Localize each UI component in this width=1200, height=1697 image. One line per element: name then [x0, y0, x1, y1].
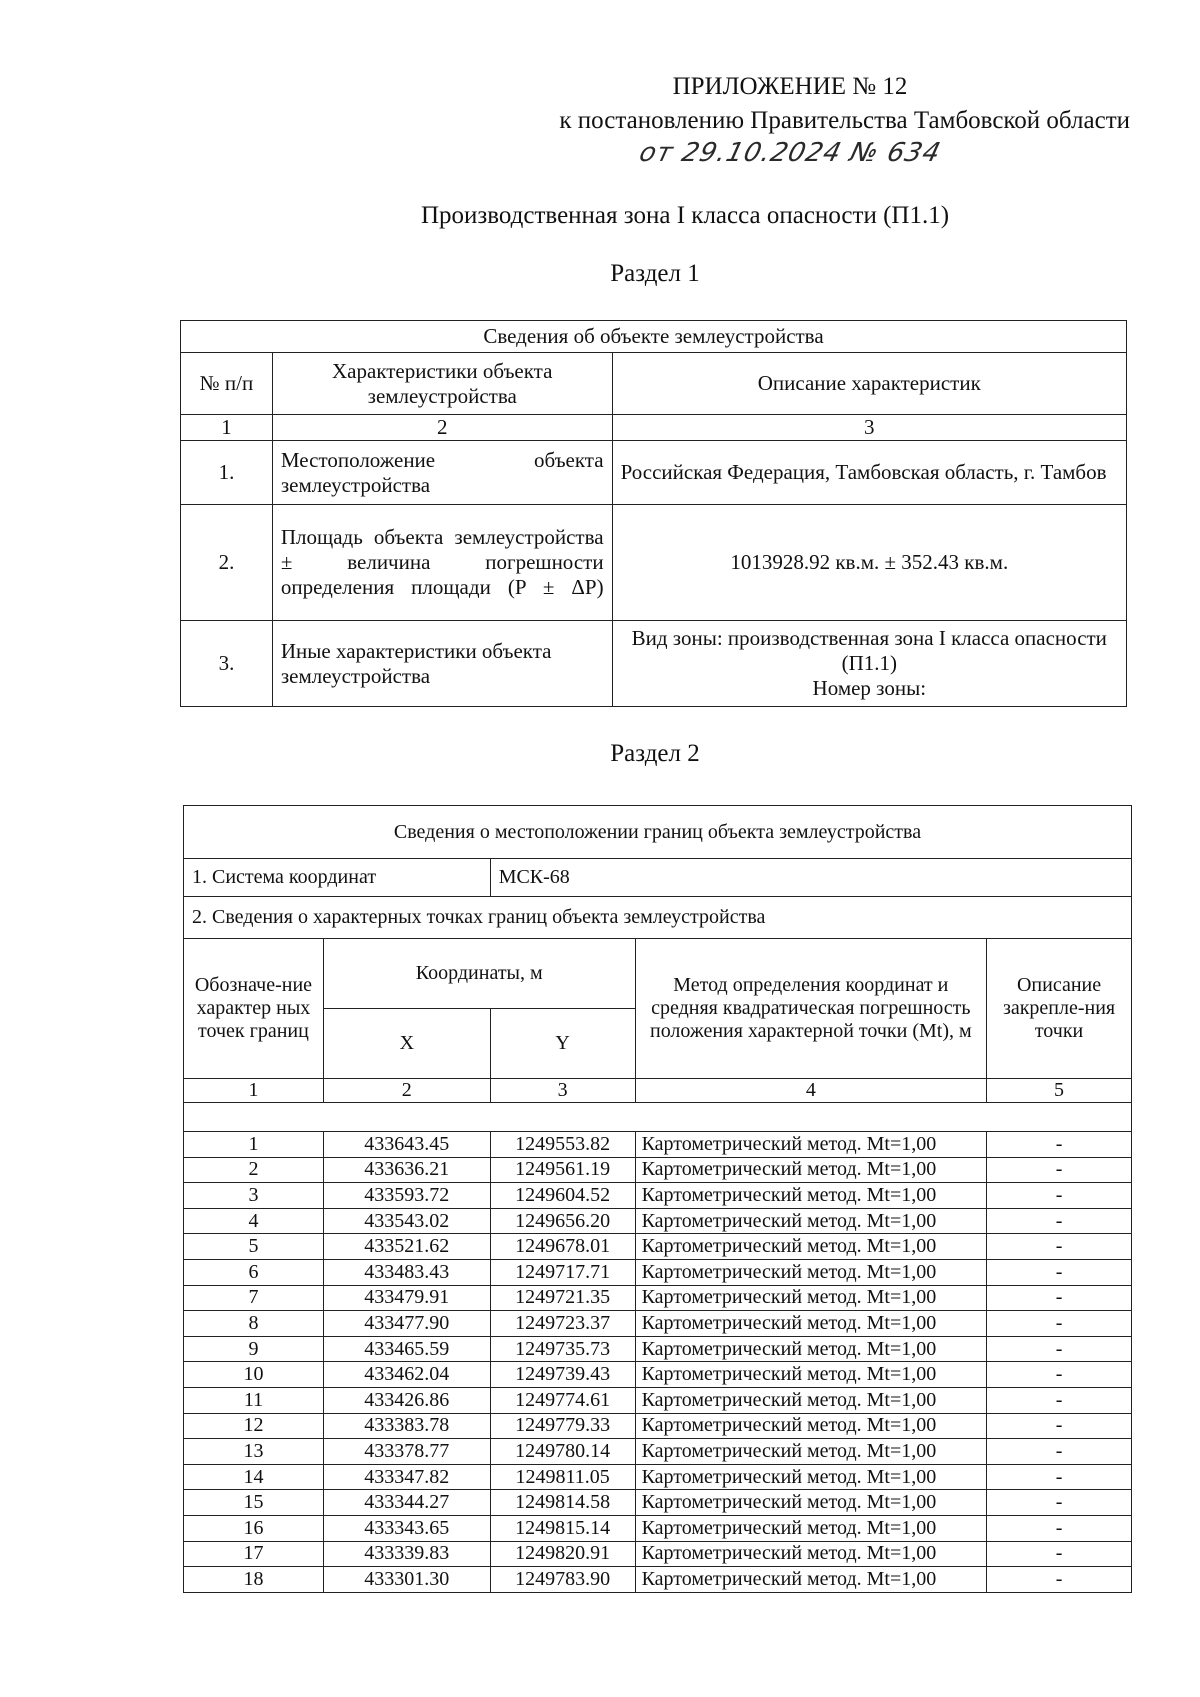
- point-method: Картометрический метод. Mt=1,00: [635, 1285, 987, 1311]
- column-number: 2: [323, 1079, 490, 1103]
- document-header: [450, 70, 1130, 138]
- table-row: [184, 1183, 1132, 1209]
- point-method: Картометрический метод. Mt=1,00: [635, 1183, 987, 1209]
- column-number: 2: [272, 415, 612, 441]
- point-y: 1249678.01: [490, 1234, 635, 1260]
- point-fixing: -: [987, 1567, 1132, 1593]
- point-fixing: -: [987, 1439, 1132, 1465]
- table-row: [184, 1362, 1132, 1388]
- point-fixing: -: [987, 1285, 1132, 1311]
- header-description: Описание характеристик: [612, 353, 1126, 415]
- point-id: 14: [184, 1464, 324, 1490]
- characteristic-name: Иные характеристики объекта землеустройства: [272, 621, 612, 707]
- table-row: [181, 505, 1127, 621]
- point-fixing: -: [987, 1490, 1132, 1516]
- point-id: 17: [184, 1541, 324, 1567]
- point-x: 433462.04: [323, 1362, 490, 1388]
- point-method: Картометрический метод. Mt=1,00: [635, 1362, 987, 1388]
- resolution-reference: к постановлению Правительства Тамбовской области: [559, 107, 1130, 134]
- point-fixing: -: [987, 1413, 1132, 1439]
- point-fixing: -: [987, 1336, 1132, 1362]
- header-characteristics: Характеристики объекта землеустройства: [272, 353, 612, 415]
- point-y: 1249783.90: [490, 1567, 635, 1593]
- column-number: 1: [184, 1079, 324, 1103]
- zone-number-label: Номер зоны:: [812, 676, 927, 700]
- point-x: 433344.27: [323, 1490, 490, 1516]
- point-y: 1249814.58: [490, 1490, 635, 1516]
- empty-row: [184, 1103, 1132, 1132]
- point-method: Картометрический метод. Mt=1,00: [635, 1311, 987, 1337]
- document-title: Производственная зона I класса опасности (П1.1): [420, 202, 950, 229]
- header-coordinates: Координаты, м: [323, 939, 635, 1009]
- point-y: 1249721.35: [490, 1285, 635, 1311]
- point-y: 1249561.19: [490, 1157, 635, 1183]
- section1-title: Раздел 1: [610, 260, 700, 287]
- table-row: [184, 1490, 1132, 1516]
- table-row: [184, 1132, 1132, 1158]
- point-x: 433477.90: [323, 1311, 490, 1337]
- point-fixing: -: [987, 1311, 1132, 1337]
- header-number: № п/п: [181, 353, 273, 415]
- table-row: [184, 1567, 1132, 1593]
- point-id: 10: [184, 1362, 324, 1388]
- point-id: 5: [184, 1234, 324, 1260]
- table-row: [184, 1515, 1132, 1541]
- point-x: 433301.30: [323, 1567, 490, 1593]
- header-method: Метод определения координат и средняя квадратическая погрешность положения характерной точки (Mt), м: [635, 939, 987, 1079]
- table-row: [184, 1259, 1132, 1285]
- point-id: 1: [184, 1132, 324, 1158]
- coord-system-value: МСК-68: [490, 859, 1131, 897]
- point-id: 6: [184, 1259, 324, 1285]
- coord-system-label: 1. Система координат: [184, 859, 491, 897]
- point-x: 433383.78: [323, 1413, 490, 1439]
- column-number: 3: [490, 1079, 635, 1103]
- table-row: [184, 1439, 1132, 1465]
- point-method: Картометрический метод. Mt=1,00: [635, 1515, 987, 1541]
- point-method: Картометрический метод. Mt=1,00: [635, 1234, 987, 1260]
- point-fixing: -: [987, 1515, 1132, 1541]
- column-number: 1: [181, 415, 273, 441]
- header-fixing: Описание закрепле-ния точки: [987, 939, 1132, 1079]
- zone-type: Вид зоны: производственная зона I класса опасности (П1.1): [631, 626, 1107, 675]
- point-y: 1249735.73: [490, 1336, 635, 1362]
- point-x: 433593.72: [323, 1183, 490, 1209]
- table-row: [184, 1234, 1132, 1260]
- point-method: Картометрический метод. Mt=1,00: [635, 1413, 987, 1439]
- points-caption: 2. Сведения о характерных точках границ объекта землеустройства: [184, 897, 1132, 939]
- table-row: [184, 1541, 1132, 1567]
- header-designation: Обозначе-ние характер ных точек границ: [184, 939, 324, 1079]
- point-id: 7: [184, 1285, 324, 1311]
- header-y: Y: [490, 1009, 635, 1079]
- point-y: 1249779.33: [490, 1413, 635, 1439]
- point-x: 433426.86: [323, 1387, 490, 1413]
- point-x: 433643.45: [323, 1132, 490, 1158]
- point-y: 1249604.52: [490, 1183, 635, 1209]
- point-y: 1249717.71: [490, 1259, 635, 1285]
- point-id: 12: [184, 1413, 324, 1439]
- point-fixing: -: [987, 1183, 1132, 1209]
- characteristic-name: Местоположение объекта землеустройства: [272, 441, 612, 505]
- point-method: Картометрический метод. Mt=1,00: [635, 1490, 987, 1516]
- row-number: 1.: [181, 441, 273, 505]
- point-y: 1249820.91: [490, 1541, 635, 1567]
- point-y: 1249723.37: [490, 1311, 635, 1337]
- point-id: 4: [184, 1208, 324, 1234]
- point-x: 433347.82: [323, 1464, 490, 1490]
- table-row: [184, 1311, 1132, 1337]
- table-row: [184, 1464, 1132, 1490]
- point-method: Картометрический метод. Mt=1,00: [635, 1567, 987, 1593]
- point-id: 8: [184, 1311, 324, 1337]
- point-id: 18: [184, 1567, 324, 1593]
- table-row: [184, 1285, 1132, 1311]
- point-x: 433339.83: [323, 1541, 490, 1567]
- point-method: Картометрический метод. Mt=1,00: [635, 1132, 987, 1158]
- point-fixing: -: [987, 1362, 1132, 1388]
- point-method: Картометрический метод. Mt=1,00: [635, 1541, 987, 1567]
- appendix-number: ПРИЛОЖЕНИЕ № 12: [672, 73, 908, 100]
- point-fixing: -: [987, 1132, 1132, 1158]
- point-y: 1249815.14: [490, 1515, 635, 1541]
- characteristic-value: Российская Федерация, Тамбовская область, г. Тамбов: [612, 441, 1126, 505]
- table-row: [184, 1413, 1132, 1439]
- point-fixing: -: [987, 1259, 1132, 1285]
- table-row: [184, 1157, 1132, 1183]
- point-id: 13: [184, 1439, 324, 1465]
- row-number: 3.: [181, 621, 273, 707]
- point-y: 1249656.20: [490, 1208, 635, 1234]
- characteristic-value: 1013928.92 кв.м. ± 352.43 кв.м.: [612, 505, 1126, 621]
- point-method: Картометрический метод. Mt=1,00: [635, 1208, 987, 1234]
- point-fixing: -: [987, 1464, 1132, 1490]
- point-id: 11: [184, 1387, 324, 1413]
- column-number: 5: [987, 1079, 1132, 1103]
- point-fixing: -: [987, 1157, 1132, 1183]
- point-x: 433521.62: [323, 1234, 490, 1260]
- point-x: 433465.59: [323, 1336, 490, 1362]
- point-method: Картометрический метод. Mt=1,00: [635, 1387, 987, 1413]
- point-id: 15: [184, 1490, 324, 1516]
- point-y: 1249774.61: [490, 1387, 635, 1413]
- point-y: 1249780.14: [490, 1439, 635, 1465]
- table-row: [184, 1208, 1132, 1234]
- point-fixing: -: [987, 1234, 1132, 1260]
- column-number: 3: [612, 415, 1126, 441]
- boundary-points-table: [183, 805, 1132, 1593]
- row-number: 2.: [181, 505, 273, 621]
- point-x: 433636.21: [323, 1157, 490, 1183]
- point-x: 433479.91: [323, 1285, 490, 1311]
- point-fixing: -: [987, 1208, 1132, 1234]
- point-id: 3: [184, 1183, 324, 1209]
- point-method: Картометрический метод. Mt=1,00: [635, 1259, 987, 1285]
- point-x: 433483.43: [323, 1259, 490, 1285]
- table-row: [181, 621, 1127, 707]
- point-method: Картометрический метод. Mt=1,00: [635, 1439, 987, 1465]
- point-id: 16: [184, 1515, 324, 1541]
- point-method: Картометрический метод. Mt=1,00: [635, 1336, 987, 1362]
- point-fixing: -: [987, 1387, 1132, 1413]
- characteristic-name: Площадь объекта землеустройства ± величина погрешности определения площади (P ± ΔP): [272, 505, 612, 621]
- point-y: 1249553.82: [490, 1132, 635, 1158]
- point-id: 9: [184, 1336, 324, 1362]
- point-method: Картометрический метод. Mt=1,00: [635, 1464, 987, 1490]
- point-x: 433378.77: [323, 1439, 490, 1465]
- table1-caption: Сведения об объекте землеустройства: [181, 321, 1127, 353]
- table2-caption: Сведения о местоположении границ объекта землеустройства: [184, 806, 1132, 859]
- table-row: [181, 441, 1127, 505]
- point-fixing: -: [987, 1541, 1132, 1567]
- column-number: 4: [635, 1079, 987, 1103]
- table-row: [184, 1336, 1132, 1362]
- land-object-info-table: [180, 320, 1127, 707]
- point-x: 433543.02: [323, 1208, 490, 1234]
- point-method: Картометрический метод. Mt=1,00: [635, 1157, 987, 1183]
- point-y: 1249739.43: [490, 1362, 635, 1388]
- point-id: 2: [184, 1157, 324, 1183]
- characteristic-value: [612, 621, 1126, 707]
- point-x: 433343.65: [323, 1515, 490, 1541]
- table-row: [184, 1387, 1132, 1413]
- section2-title: Раздел 2: [610, 740, 700, 767]
- header-x: X: [323, 1009, 490, 1079]
- handwritten-date-number: от 29.10.2024 № 634: [636, 138, 945, 168]
- point-y: 1249811.05: [490, 1464, 635, 1490]
